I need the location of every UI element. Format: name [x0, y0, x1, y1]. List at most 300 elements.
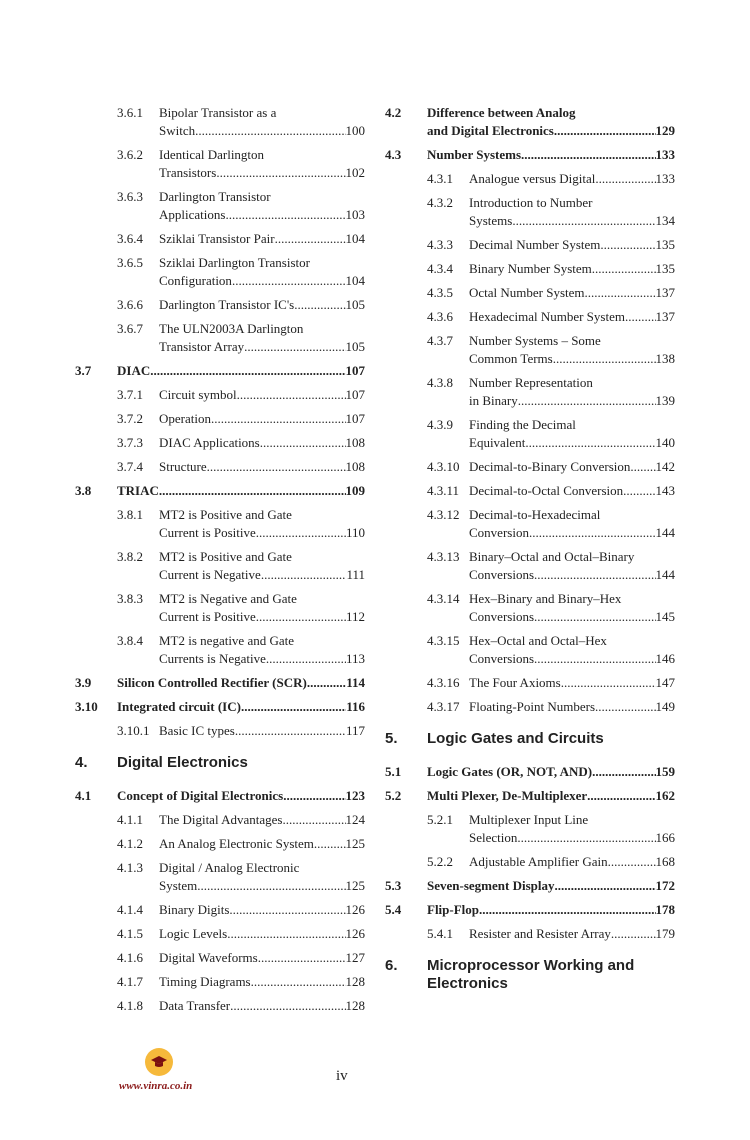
toc-entry[interactable] [385, 590, 675, 626]
toc-entry[interactable] [385, 901, 675, 919]
entry-number: 3.8.4 [117, 633, 143, 648]
website-link[interactable]: www.vinra.co.in [119, 1080, 193, 1092]
toc-entry[interactable] [75, 506, 365, 542]
entry-title: Conversions [469, 609, 534, 624]
entry-page: 142 [655, 459, 675, 474]
entry-body [469, 506, 675, 542]
entry-body [159, 973, 365, 991]
entry-title: Finding the Decimal [469, 417, 576, 432]
entry-title-line [159, 811, 365, 829]
entry-title-line [159, 206, 365, 224]
entry-title: Decimal Number System [469, 237, 601, 252]
entry-title: Logic Levels [159, 926, 228, 941]
entry-page: 125 [345, 836, 365, 851]
entry-title-line [469, 260, 675, 278]
dot-leader [479, 901, 655, 919]
entry-body [469, 416, 675, 452]
entry-title: Transistors [159, 165, 217, 180]
entry-number: 4.3.4 [427, 261, 453, 276]
entry-title: Circuit symbol [159, 387, 237, 402]
entry-number: 4.1.7 [117, 974, 143, 989]
dot-leader [275, 230, 346, 248]
toc-entry[interactable] [385, 236, 675, 254]
dot-leader [211, 410, 346, 428]
toc-entry[interactable] [75, 410, 365, 428]
entry-title-line [469, 332, 675, 350]
entry-title: Octal Number System [469, 285, 585, 300]
entry-page: 107 [345, 387, 365, 402]
entry-title-line [117, 482, 365, 500]
entry-page: 108 [345, 435, 365, 450]
entry-body [159, 835, 365, 853]
entry-title-line [159, 272, 365, 290]
toc-entry[interactable] [75, 811, 365, 829]
toc-entry[interactable] [385, 104, 675, 140]
toc-entry[interactable] [385, 787, 675, 805]
toc-entry[interactable] [75, 254, 365, 290]
entry-body [427, 104, 675, 140]
toc-entry[interactable] [75, 722, 365, 740]
entry-title-line [159, 122, 365, 140]
entry-page: 102 [345, 165, 365, 180]
dot-leader [283, 787, 345, 805]
toc-entry[interactable] [75, 296, 365, 314]
entry-number: 4.3.11 [427, 483, 460, 498]
toc-entry[interactable] [385, 548, 675, 584]
section-title-line: Electronics [427, 975, 508, 992]
entry-title-line [159, 458, 365, 476]
entry-title: Conversion [469, 525, 529, 540]
entry-body [469, 374, 675, 410]
entry-page: 138 [655, 351, 675, 366]
entry-title-line [427, 763, 675, 781]
entry-page: 144 [655, 567, 675, 582]
entry-number: 4.1.3 [117, 860, 143, 875]
entry-title-line [159, 877, 365, 895]
dot-leader [625, 308, 656, 326]
entry-title-line [469, 590, 675, 608]
entry-title-line [117, 787, 365, 805]
toc-entry[interactable] [75, 901, 365, 919]
toc-right-column [385, 104, 675, 1008]
entry-title: Number Systems – Some [469, 333, 601, 348]
entry-page: 129 [655, 123, 675, 138]
dot-leader [261, 566, 347, 584]
dot-leader [534, 566, 656, 584]
entry-number: 4.3 [385, 147, 402, 162]
entry-number: 4.1.6 [117, 950, 143, 965]
dot-leader [600, 236, 655, 254]
toc-entry[interactable] [385, 458, 675, 476]
dot-leader [232, 272, 346, 290]
entry-body [469, 811, 675, 847]
toc-entry[interactable] [385, 308, 675, 326]
entry-title: Currents is Negative [159, 651, 266, 666]
entry-title: Integrated circuit (IC) [117, 699, 241, 714]
section-heading [75, 754, 365, 772]
entry-title: Introduction to Number [469, 195, 593, 210]
entry-title-line [469, 284, 675, 302]
entry-page: 107 [345, 363, 365, 378]
dot-leader [623, 482, 655, 500]
entry-number: 4.1.8 [117, 998, 143, 1013]
dot-leader [282, 811, 345, 829]
entry-body [427, 877, 675, 895]
toc-entry[interactable] [75, 386, 365, 404]
entry-title-line [159, 254, 365, 272]
entry-title-line [469, 392, 675, 410]
entry-title-line [427, 104, 675, 122]
entry-page: 166 [655, 830, 675, 845]
entry-page: 103 [345, 207, 365, 222]
entry-page: 133 [655, 171, 675, 186]
dot-leader [314, 835, 346, 853]
entry-body [117, 787, 365, 805]
entry-page: 172 [655, 878, 675, 893]
entry-body [159, 434, 365, 452]
toc-entry[interactable] [75, 674, 365, 692]
section-title [427, 957, 634, 993]
entry-title: Bipolar Transistor as a [159, 105, 277, 120]
dot-leader [529, 524, 656, 542]
entry-body [117, 362, 365, 380]
entry-title: Systems [469, 213, 513, 228]
dot-leader [207, 458, 346, 476]
entry-title-line [469, 674, 675, 692]
dot-leader [534, 650, 656, 668]
page-number: iv [336, 1068, 348, 1084]
entry-title-line [427, 122, 675, 140]
entry-title: Number Representation [469, 375, 593, 390]
dot-leader [307, 674, 346, 692]
entry-title-line [469, 194, 675, 212]
dot-leader [554, 877, 655, 895]
entry-title: Number Systems [427, 147, 522, 162]
entry-title: Sziklai Transistor Pair [159, 231, 275, 246]
toc-entry[interactable] [385, 194, 675, 230]
entry-title: Current is Positive [159, 609, 256, 624]
entry-number: 4.3.10 [427, 459, 460, 474]
toc-entry[interactable] [385, 482, 675, 500]
entry-number: 4.3.9 [427, 417, 453, 432]
toc-entry[interactable] [75, 698, 365, 716]
toc-entry[interactable] [75, 188, 365, 224]
entry-title: Difference between Analog [427, 105, 576, 120]
entry-number: 4.3.1 [427, 171, 453, 186]
toc-entry[interactable] [75, 997, 365, 1015]
entry-title-line [469, 350, 675, 368]
entry-body [159, 632, 365, 668]
entry-title-line [159, 296, 365, 314]
entry-title-line [159, 835, 365, 853]
entry-page: 104 [345, 273, 365, 288]
entry-page: 159 [655, 764, 675, 779]
entry-page: 112 [345, 609, 365, 624]
entry-page: 107 [345, 411, 365, 426]
dot-leader [235, 722, 346, 740]
entry-title: Logic Gates (OR, NOT, AND) [427, 764, 593, 779]
entry-title-line [427, 787, 675, 805]
toc-entry[interactable] [75, 104, 365, 140]
entry-title: Digital / Analog Electronic [159, 860, 300, 875]
dot-leader [197, 877, 345, 895]
entry-number: 3.6.7 [117, 321, 143, 336]
entry-page: 140 [655, 435, 675, 450]
entry-page: 178 [655, 902, 675, 917]
toc-entry[interactable] [75, 146, 365, 182]
entry-title-line [427, 901, 675, 919]
entry-title-line [159, 548, 365, 566]
entry-number: 4.3.15 [427, 633, 460, 648]
entry-title-line [159, 973, 365, 991]
entry-title-line [159, 188, 365, 206]
entry-page: 139 [655, 393, 675, 408]
toc-entry[interactable] [385, 698, 675, 716]
entry-body [159, 590, 365, 626]
toc-entry[interactable] [385, 374, 675, 410]
toc-entry[interactable] [75, 548, 365, 584]
entry-body [469, 853, 675, 871]
entry-number: 3.6.1 [117, 105, 143, 120]
entry-title: Current is Positive [159, 525, 256, 540]
toc-entry[interactable] [385, 853, 675, 871]
entry-title: Selection [469, 830, 518, 845]
toc-entry[interactable] [75, 230, 365, 248]
entry-title-line [159, 925, 365, 943]
section-number: 5. [385, 730, 398, 747]
entry-title: The ULN2003A Darlington [159, 321, 304, 336]
entry-title-line [469, 308, 675, 326]
toc-entry[interactable] [75, 949, 365, 967]
toc-entry[interactable] [75, 925, 365, 943]
toc-entry[interactable] [385, 925, 675, 943]
entry-body [427, 763, 675, 781]
entry-title: Applications [159, 207, 226, 222]
entry-title: Adjustable Amplifier Gain [469, 854, 608, 869]
dot-leader [517, 829, 655, 847]
entry-title-line [159, 901, 365, 919]
entry-title: Binary Digits [159, 902, 230, 917]
toc-entry[interactable] [75, 434, 365, 452]
entry-body [159, 320, 365, 356]
toc-entry[interactable] [385, 284, 675, 302]
entry-title: Darlington Transistor [159, 189, 271, 204]
entry-number: 3.7.1 [117, 387, 143, 402]
entry-page: 114 [346, 675, 365, 690]
toc-entry[interactable] [75, 835, 365, 853]
entry-title: System [159, 878, 198, 893]
entry-number: 4.3.13 [427, 549, 460, 564]
dot-leader [630, 458, 655, 476]
dot-leader [260, 434, 346, 452]
entry-body [159, 104, 365, 140]
dot-leader [554, 122, 656, 140]
entry-body [159, 722, 365, 740]
entry-title-line [469, 212, 675, 230]
toc-entry[interactable] [75, 482, 365, 500]
toc-entry[interactable] [385, 260, 675, 278]
entry-title: Timing Diagrams [159, 974, 251, 989]
entry-body [159, 548, 365, 584]
entry-number: 4.2 [385, 105, 402, 120]
entry-body [159, 859, 365, 895]
entry-title-line [117, 362, 365, 380]
entry-page: 137 [655, 285, 675, 300]
toc-entry[interactable] [385, 811, 675, 847]
toc-entry[interactable] [385, 416, 675, 452]
toc-entry[interactable] [75, 320, 365, 356]
entry-page: 105 [345, 297, 365, 312]
entry-page: 123 [345, 788, 365, 803]
entry-number: 3.6.6 [117, 297, 143, 312]
entry-body [469, 194, 675, 230]
entry-title-line [159, 338, 365, 356]
section-title-line: Logic Gates and Circuits [427, 730, 604, 747]
section-number: 6. [385, 957, 398, 974]
entry-page: 146 [655, 651, 675, 666]
entry-number: 3.7.4 [117, 459, 143, 474]
entry-title-line [469, 698, 675, 716]
toc-left-column [75, 104, 365, 1021]
entry-page: 105 [345, 339, 365, 354]
entry-title: and Digital Electronics [427, 123, 554, 138]
dot-leader [150, 362, 345, 380]
entry-title: Structure [159, 459, 207, 474]
entry-body [469, 925, 675, 943]
toc-entry[interactable] [75, 787, 365, 805]
dot-leader [561, 674, 656, 692]
toc-entry[interactable] [75, 632, 365, 668]
entry-page: 135 [655, 237, 675, 252]
dot-leader [587, 787, 655, 805]
entry-title-line [469, 170, 675, 188]
entry-page: 125 [345, 878, 365, 893]
entry-page: 111 [346, 567, 365, 582]
entry-title-line [159, 230, 365, 248]
toc-entry[interactable] [385, 877, 675, 895]
entry-number: 3.8.1 [117, 507, 143, 522]
entry-title-line [159, 566, 365, 584]
entry-title: Basic IC types [159, 723, 235, 738]
toc-entry[interactable] [385, 332, 675, 368]
entry-title-line [469, 650, 675, 668]
entry-page: 149 [655, 699, 675, 714]
entry-body [117, 698, 365, 716]
entry-page: 116 [346, 699, 365, 714]
section-title-line: Digital Electronics [117, 754, 248, 771]
entry-title: Conversions [469, 567, 534, 582]
entry-number: 4.1 [75, 788, 92, 803]
entry-number: 4.3.14 [427, 591, 460, 606]
entry-body [159, 386, 365, 404]
entry-page: 108 [345, 459, 365, 474]
entry-title-line [159, 434, 365, 452]
entry-title-line [469, 829, 675, 847]
entry-number: 4.3.8 [427, 375, 453, 390]
entry-title: Sziklai Darlington Transistor [159, 255, 310, 270]
entry-title: MT2 is Positive and Gate [159, 549, 292, 564]
entry-number: 5.2.1 [427, 812, 453, 827]
entry-page: 162 [655, 788, 675, 803]
entry-title: Flip-Flop [427, 902, 480, 917]
entry-number: 4.3.16 [427, 675, 460, 690]
entry-page: 134 [655, 213, 675, 228]
dot-leader [195, 122, 345, 140]
entry-number: 5.4 [385, 902, 402, 917]
dot-leader [553, 350, 656, 368]
entry-page: 113 [345, 651, 365, 666]
entry-title: TRIAC [117, 483, 159, 498]
toc-entry[interactable] [385, 674, 675, 692]
entry-title: Seven-segment Display [427, 878, 555, 893]
entry-body [159, 254, 365, 290]
toc-entry[interactable] [385, 632, 675, 668]
entry-page: 124 [345, 812, 365, 827]
entry-title-line [469, 632, 675, 650]
toc-entry[interactable] [385, 763, 675, 781]
toc-entry[interactable] [385, 146, 675, 164]
toc-entry[interactable] [75, 362, 365, 380]
toc-entry[interactable] [75, 590, 365, 626]
entry-body [469, 458, 675, 476]
entry-body [469, 590, 675, 626]
dot-leader [518, 392, 656, 410]
entry-number: 3.6.3 [117, 189, 143, 204]
toc-entry[interactable] [75, 973, 365, 991]
entry-body [159, 997, 365, 1015]
dot-leader [595, 170, 655, 188]
entry-title: Decimal-to-Hexadecimal [469, 507, 601, 522]
dot-leader [251, 973, 346, 991]
entry-title-line [159, 506, 365, 524]
entry-title-line [469, 608, 675, 626]
entry-number: 3.6.2 [117, 147, 143, 162]
section-title-line: Microprocessor Working and [427, 957, 635, 974]
entry-title-line [159, 146, 365, 164]
dot-leader [608, 853, 656, 871]
dot-leader [159, 482, 346, 500]
toc-entry[interactable] [385, 170, 675, 188]
entry-title-line [159, 997, 365, 1015]
dot-leader [227, 925, 345, 943]
entry-number: 4.1.1 [117, 812, 143, 827]
toc-entry[interactable] [75, 458, 365, 476]
entry-number: 4.3.17 [427, 699, 460, 714]
entry-page: 128 [345, 998, 365, 1013]
entry-title-line [469, 434, 675, 452]
entry-number: 4.1.5 [117, 926, 143, 941]
toc-entry[interactable] [385, 506, 675, 542]
entry-body [159, 296, 365, 314]
entry-page: 145 [655, 609, 675, 624]
entry-page: 133 [655, 147, 675, 162]
entry-title-line [469, 236, 675, 254]
entry-page: 128 [345, 974, 365, 989]
entry-title: DIAC Applications [159, 435, 260, 450]
entry-title: Binary Number System [469, 261, 592, 276]
entry-title: Data Transfer [159, 998, 231, 1013]
dot-leader [258, 949, 346, 967]
entry-body [427, 787, 675, 805]
entry-title: Equivalent [469, 435, 526, 450]
entry-title: Darlington Transistor IC's [159, 297, 295, 312]
entry-title-line [159, 949, 365, 967]
entry-title: Identical Darlington [159, 147, 265, 162]
entry-title-line [469, 374, 675, 392]
toc-entry[interactable] [75, 859, 365, 895]
entry-title: Binary–Octal and Octal–Binary [469, 549, 635, 564]
dot-leader [521, 146, 655, 164]
